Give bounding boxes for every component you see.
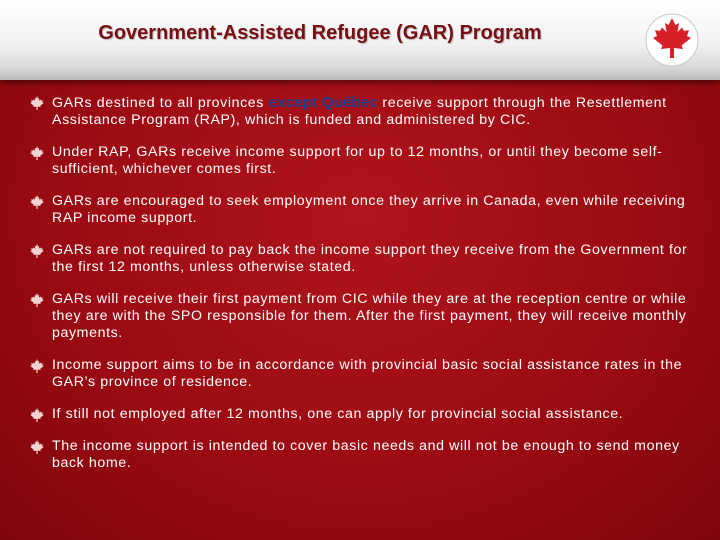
bullet-text: The income support is intended to cover basic needs and will not be enough to send money back home.: [52, 438, 680, 471]
bullet-text: Income support aims to be in accordance with provincial basic social assistance rates in the GAR’s province of residence.: [52, 357, 683, 390]
bullet-item-social-assistance: [30, 406, 700, 423]
bullet-item-employment: [30, 193, 700, 227]
maple-leaf-bullet-icon: [30, 359, 44, 373]
canada-maple-leaf-icon: [644, 12, 700, 68]
bullet-item-rap-provinces: [30, 94, 700, 129]
maple-leaf-bullet-icon: [30, 293, 44, 307]
bullet-text: If still not employed after 12 months, one can apply for provincial social assistance.: [52, 406, 624, 422]
highlight-except-quebec: except Québec: [268, 94, 378, 111]
maple-leaf-bullet-icon: [30, 440, 44, 454]
slide-title: Government-Assisted Refugee (GAR) Program: [98, 22, 542, 44]
bullet-item-provincial-rates: [30, 357, 700, 391]
bullet-text-part: receive support through the Resettlement Assistance Program (RAP), which is funded and administered by CIC.: [52, 95, 667, 128]
maple-leaf-bullet-icon: [30, 195, 44, 209]
title-bar: [0, 0, 720, 80]
bullet-list: [30, 94, 700, 487]
bullet-text: GARs are encouraged to seek employment once they arrive in Canada, even while receiving RAP income support.: [52, 193, 686, 226]
bullet-item-rap-duration: [30, 144, 700, 178]
bullet-item-first-payment: [30, 291, 700, 342]
bullet-text: GARs are not required to pay back the income support they receive from the Government for the first 12 months, unless otherwise stated.: [52, 242, 688, 275]
bullet-text: Under RAP, GARs receive income support for up to 12 months, or until they become self-sufficient, whichever comes first.: [52, 144, 663, 177]
bullet-text: GARs will receive their first payment from CIC while they are at the reception centre or while they are with the SPO responsible for them. After the first payment, they will receive monthly payments.: [52, 291, 687, 341]
maple-leaf-bullet-icon: [30, 408, 44, 422]
maple-leaf-bullet-icon: [30, 146, 44, 160]
bullet-text-part: GARs destined to all provinces: [52, 95, 269, 111]
maple-leaf-bullet-icon: [30, 96, 44, 110]
bullet-item-basic-needs: [30, 438, 700, 472]
maple-leaf-bullet-icon: [30, 244, 44, 258]
bullet-item-payback: [30, 242, 700, 276]
